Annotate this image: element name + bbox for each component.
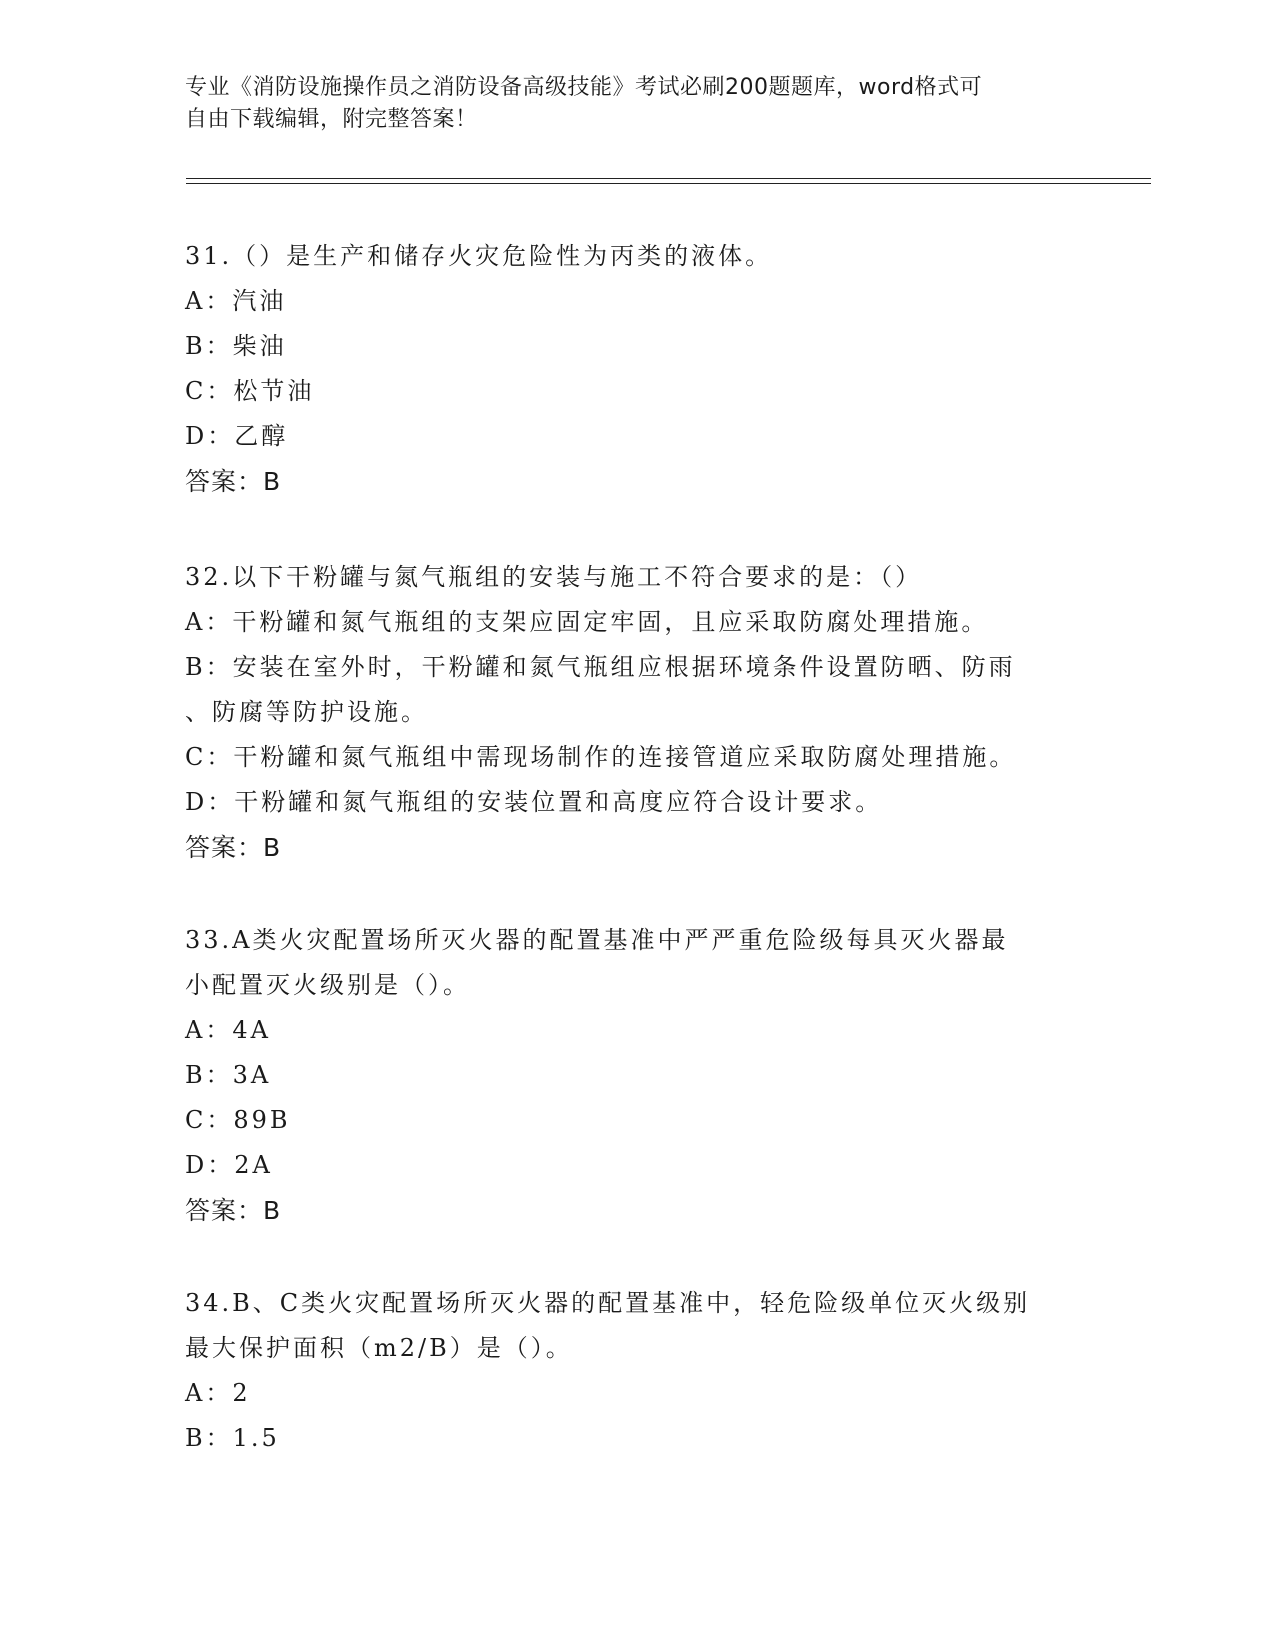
question-stem: 34.B、C类火灾配置场所灭火器的配置基准中，轻危险级单位灭火级别	[185, 1289, 1031, 1317]
option-a: A：2	[185, 1379, 251, 1407]
option-c: C：松节油	[185, 377, 315, 405]
header-divider-bottom	[186, 183, 1151, 184]
question-stem-continued: 最大保护面积（m2/B）是（）。	[185, 1334, 573, 1362]
question-stem-continued: 小配置灭火级别是（）。	[185, 971, 470, 999]
header-divider-top	[186, 178, 1151, 179]
question-32	[185, 555, 1085, 870]
option-d: D：乙醇	[185, 422, 289, 450]
header-line-1: 专业《消防设施操作员之消防设备高级技能》考试必刷200题题库，word格式可	[185, 75, 983, 100]
option-d: D：干粉罐和氮气瓶组的安装位置和高度应符合设计要求。	[185, 788, 883, 816]
option-b: B：1.5	[185, 1424, 280, 1452]
question-stem: 32.以下干粉罐与氮气瓶组的安装与施工不符合要求的是：（）	[185, 563, 923, 591]
question-33	[185, 918, 1085, 1233]
option-b: B：3A	[185, 1061, 272, 1089]
option-c: C：89B	[185, 1106, 291, 1134]
option-a: A：汽油	[185, 287, 287, 315]
option-d: D：2A	[185, 1151, 273, 1179]
option-b-continued: 、防腐等防护设施。	[185, 698, 428, 726]
question-stem: 33.A类火灾配置场所灭火器的配置基准中严严重危险级每具灭火器最	[185, 926, 1009, 954]
answer-label: 答案：B	[185, 467, 282, 496]
answer-label: 答案：B	[185, 833, 282, 862]
option-a: A：4A	[185, 1016, 271, 1044]
option-b: B：柴油	[185, 332, 287, 360]
question-stem: 31.（）是生产和储存火灾危险性为丙类的液体。	[185, 242, 773, 270]
option-a: A：干粉罐和氮气瓶组的支架应固定牢固，且应采取防腐处理措施。	[185, 608, 989, 636]
question-34	[185, 1281, 1085, 1461]
option-c: C：干粉罐和氮气瓶组中需现场制作的连接管道应采取防腐处理措施。	[185, 743, 1017, 771]
option-b: B：安装在室外时，干粉罐和氮气瓶组应根据环境条件设置防晒、防雨	[185, 653, 1016, 681]
document-header	[185, 72, 1065, 136]
answer-label: 答案：B	[185, 1196, 282, 1225]
question-31	[185, 234, 1085, 504]
header-line-2: 自由下载编辑，附完整答案！	[185, 107, 478, 132]
